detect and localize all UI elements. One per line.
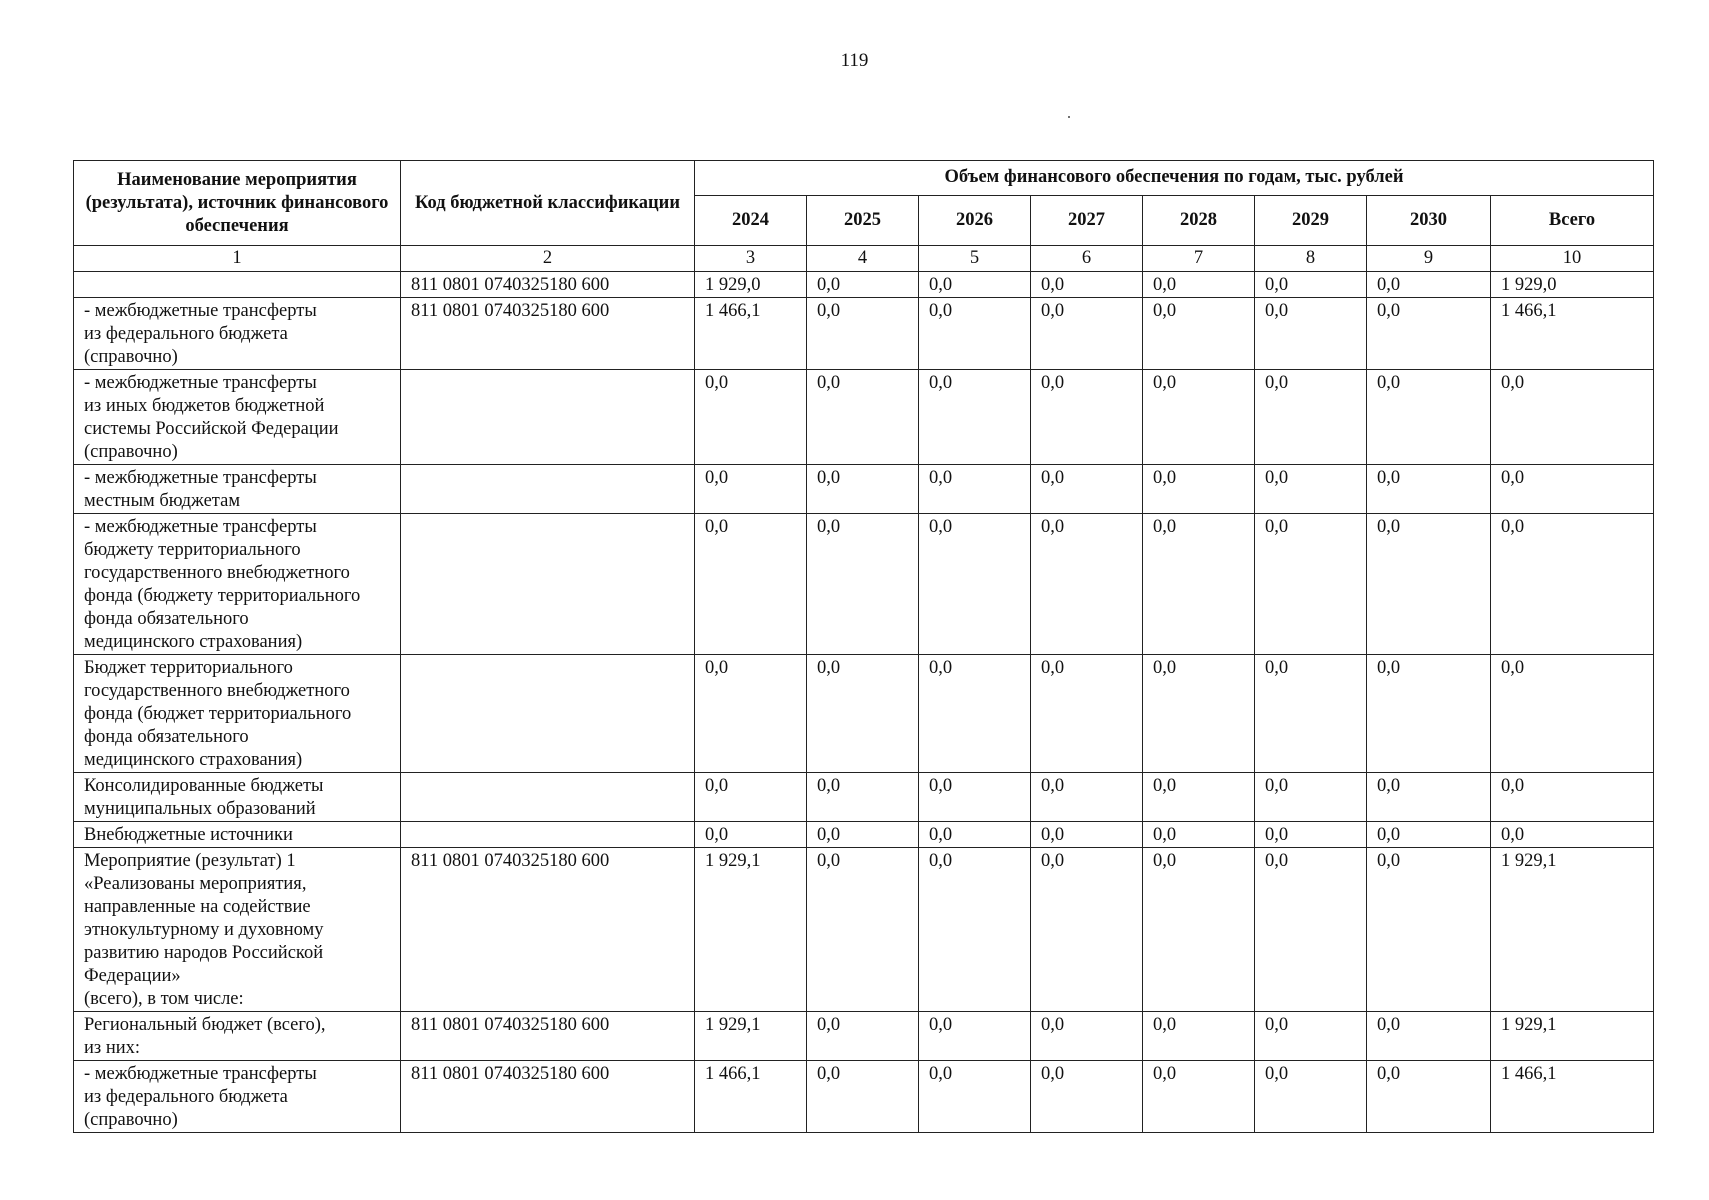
row-value-cell: 0,0 (1143, 1061, 1255, 1133)
header-year: 2029 (1255, 195, 1367, 245)
row-total-cell: 1 929,0 (1491, 272, 1654, 298)
table-row (74, 655, 1654, 773)
row-value-cell: 0,0 (807, 272, 919, 298)
row-value-cell: 0,0 (919, 655, 1031, 773)
row-code-cell: 811 0801 0740325180 600 (401, 298, 695, 370)
row-value-cell: 0,0 (1031, 848, 1143, 1012)
table-row (74, 465, 1654, 514)
row-value-cell: 0,0 (1143, 298, 1255, 370)
row-value-cell: 0,0 (1367, 514, 1491, 655)
row-value-cell: 0,0 (919, 1061, 1031, 1133)
row-value-cell: 0,0 (1255, 773, 1367, 822)
row-value-cell: 1 466,1 (695, 1061, 807, 1133)
column-number: 10 (1491, 246, 1654, 272)
column-number: 1 (74, 246, 401, 272)
row-value-cell: 0,0 (1031, 298, 1143, 370)
row-value-cell: 0,0 (695, 465, 807, 514)
row-value-cell: 0,0 (1367, 1061, 1491, 1133)
row-total-cell: 0,0 (1491, 514, 1654, 655)
header-code-column: Код бюджетной классификации (401, 161, 695, 246)
row-value-cell: 0,0 (807, 1012, 919, 1061)
row-name-cell (74, 272, 401, 298)
row-value-cell: 0,0 (1031, 514, 1143, 655)
row-value-cell: 0,0 (1367, 822, 1491, 848)
column-number: 2 (401, 246, 695, 272)
row-code-cell: 811 0801 0740325180 600 (401, 848, 695, 1012)
row-code-cell (401, 370, 695, 465)
row-value-cell: 0,0 (1031, 773, 1143, 822)
row-value-cell: 0,0 (1367, 298, 1491, 370)
row-total-cell: 0,0 (1491, 370, 1654, 465)
row-value-cell: 1 929,1 (695, 1012, 807, 1061)
row-value-cell: 0,0 (1367, 370, 1491, 465)
row-value-cell: 0,0 (919, 822, 1031, 848)
row-value-cell: 0,0 (1255, 1012, 1367, 1061)
row-value-cell: 0,0 (695, 655, 807, 773)
row-total-cell: 1 466,1 (1491, 298, 1654, 370)
row-total-cell: 0,0 (1491, 465, 1654, 514)
row-total-cell: 1 929,1 (1491, 1012, 1654, 1061)
row-value-cell: 0,0 (695, 514, 807, 655)
row-value-cell: 0,0 (1255, 655, 1367, 773)
row-value-cell: 0,0 (695, 370, 807, 465)
row-code-cell: 811 0801 0740325180 600 (401, 1061, 695, 1133)
row-value-cell: 0,0 (807, 655, 919, 773)
row-value-cell: 0,0 (919, 514, 1031, 655)
row-value-cell: 0,0 (919, 773, 1031, 822)
header-year: 2030 (1367, 195, 1491, 245)
row-value-cell: 0,0 (919, 1012, 1031, 1061)
header-total: Всего (1491, 195, 1654, 245)
row-value-cell: 0,0 (807, 822, 919, 848)
row-value-cell: 1 929,1 (695, 848, 807, 1012)
row-value-cell: 0,0 (1255, 1061, 1367, 1133)
row-value-cell: 0,0 (807, 514, 919, 655)
table-row (74, 370, 1654, 465)
row-total-cell: 1 466,1 (1491, 1061, 1654, 1133)
row-value-cell: 0,0 (1031, 465, 1143, 514)
row-total-cell: 0,0 (1491, 773, 1654, 822)
financing-table (73, 160, 1654, 1133)
row-name-cell: Консолидированные бюджеты муниципальных образований (74, 773, 401, 822)
row-value-cell: 0,0 (1031, 272, 1143, 298)
table-row (74, 298, 1654, 370)
row-value-cell: 0,0 (919, 298, 1031, 370)
row-code-cell (401, 655, 695, 773)
row-value-cell: 0,0 (1143, 465, 1255, 514)
row-code-cell (401, 465, 695, 514)
row-code-cell (401, 773, 695, 822)
row-value-cell: 0,0 (807, 298, 919, 370)
header-name-column: Наименование мероприятия (результата), источник финансового обеспечения (74, 161, 401, 246)
row-value-cell: 0,0 (1031, 1012, 1143, 1061)
table-row (74, 514, 1654, 655)
row-value-cell: 0,0 (807, 370, 919, 465)
row-value-cell: 0,0 (919, 465, 1031, 514)
column-number-row (74, 246, 1654, 272)
table-row (74, 272, 1654, 298)
row-value-cell: 0,0 (919, 370, 1031, 465)
header-year: 2025 (807, 195, 919, 245)
row-value-cell: 0,0 (1143, 272, 1255, 298)
row-value-cell: 0,0 (1143, 848, 1255, 1012)
header-year: 2028 (1143, 195, 1255, 245)
column-number: 4 (807, 246, 919, 272)
row-value-cell: 0,0 (919, 272, 1031, 298)
row-total-cell: 1 929,1 (1491, 848, 1654, 1012)
table-row (74, 773, 1654, 822)
column-number: 3 (695, 246, 807, 272)
row-value-cell: 0,0 (807, 773, 919, 822)
row-value-cell: 0,0 (1255, 822, 1367, 848)
row-name-cell: Мероприятие (результат) 1 «Реализованы мероприятия, направленные на содействие этнокультурному и духовному развитию народов Российской Федерации» (всего), в том числе: (74, 848, 401, 1012)
row-total-cell: 0,0 (1491, 822, 1654, 848)
header-year: 2024 (695, 195, 807, 245)
header-volume-column: Объем финансового обеспечения по годам, тыс. рублей (695, 161, 1654, 196)
row-value-cell: 0,0 (1031, 655, 1143, 773)
row-value-cell: 0,0 (807, 848, 919, 1012)
row-value-cell: 0,0 (919, 848, 1031, 1012)
table-row (74, 848, 1654, 1012)
page-number: 119 (840, 50, 869, 71)
row-value-cell: 0,0 (1367, 465, 1491, 514)
row-value-cell: 0,0 (1367, 655, 1491, 773)
row-value-cell: 0,0 (1031, 822, 1143, 848)
row-value-cell: 0,0 (1031, 370, 1143, 465)
row-value-cell: 0,0 (1255, 272, 1367, 298)
row-value-cell: 0,0 (695, 822, 807, 848)
row-name-cell: - межбюджетные трансферты из федерального бюджета (справочно) (74, 298, 401, 370)
row-value-cell: 0,0 (1143, 655, 1255, 773)
row-value-cell: 0,0 (1143, 370, 1255, 465)
row-value-cell: 0,0 (1031, 1061, 1143, 1133)
column-number: 7 (1143, 246, 1255, 272)
row-name-cell: - межбюджетные трансферты из иных бюджетов бюджетной системы Российской Федерации (справочно) (74, 370, 401, 465)
row-value-cell: 1 929,0 (695, 272, 807, 298)
row-value-cell: 0,0 (1143, 822, 1255, 848)
row-value-cell: 0,0 (807, 465, 919, 514)
row-value-cell: 0,0 (1255, 465, 1367, 514)
row-value-cell: 0,0 (1143, 773, 1255, 822)
row-value-cell: 0,0 (1143, 1012, 1255, 1061)
header-year: 2026 (919, 195, 1031, 245)
column-number: 6 (1031, 246, 1143, 272)
row-value-cell: 0,0 (1367, 272, 1491, 298)
row-value-cell: 0,0 (807, 1061, 919, 1133)
row-value-cell: 0,0 (695, 773, 807, 822)
table-row (74, 1061, 1654, 1133)
row-value-cell: 0,0 (1367, 773, 1491, 822)
row-value-cell: 0,0 (1255, 514, 1367, 655)
column-number: 9 (1367, 246, 1491, 272)
table-row (74, 822, 1654, 848)
row-total-cell: 0,0 (1491, 655, 1654, 773)
row-value-cell: 0,0 (1255, 370, 1367, 465)
row-name-cell: Внебюджетные источники (74, 822, 401, 848)
row-code-cell (401, 514, 695, 655)
row-code-cell: 811 0801 0740325180 600 (401, 272, 695, 298)
row-value-cell: 0,0 (1255, 298, 1367, 370)
row-value-cell: 0,0 (1367, 1012, 1491, 1061)
column-number: 5 (919, 246, 1031, 272)
table-row (74, 1012, 1654, 1061)
table-header (74, 161, 1654, 246)
header-year: 2027 (1031, 195, 1143, 245)
row-value-cell: 0,0 (1367, 848, 1491, 1012)
row-value-cell: 1 466,1 (695, 298, 807, 370)
row-code-cell (401, 822, 695, 848)
table-body (74, 246, 1654, 1133)
row-name-cell: - межбюджетные трансферты местным бюджетам (74, 465, 401, 514)
row-value-cell: 0,0 (1255, 848, 1367, 1012)
row-value-cell: 0,0 (1143, 514, 1255, 655)
row-name-cell: Региональный бюджет (всего), из них: (74, 1012, 401, 1061)
row-name-cell: Бюджет территориального государственного внебюджетного фонда (бюджет территориального фонда обязательного медицинского страхования) (74, 655, 401, 773)
column-number: 8 (1255, 246, 1367, 272)
row-name-cell: - межбюджетные трансферты бюджету территориального государственного внебюджетного фонда (бюджету территориального фонда обязательного медицинского страхования) (74, 514, 401, 655)
scan-speck (1068, 116, 1070, 118)
row-name-cell: - межбюджетные трансферты из федерального бюджета (справочно) (74, 1061, 401, 1133)
row-code-cell: 811 0801 0740325180 600 (401, 1012, 695, 1061)
